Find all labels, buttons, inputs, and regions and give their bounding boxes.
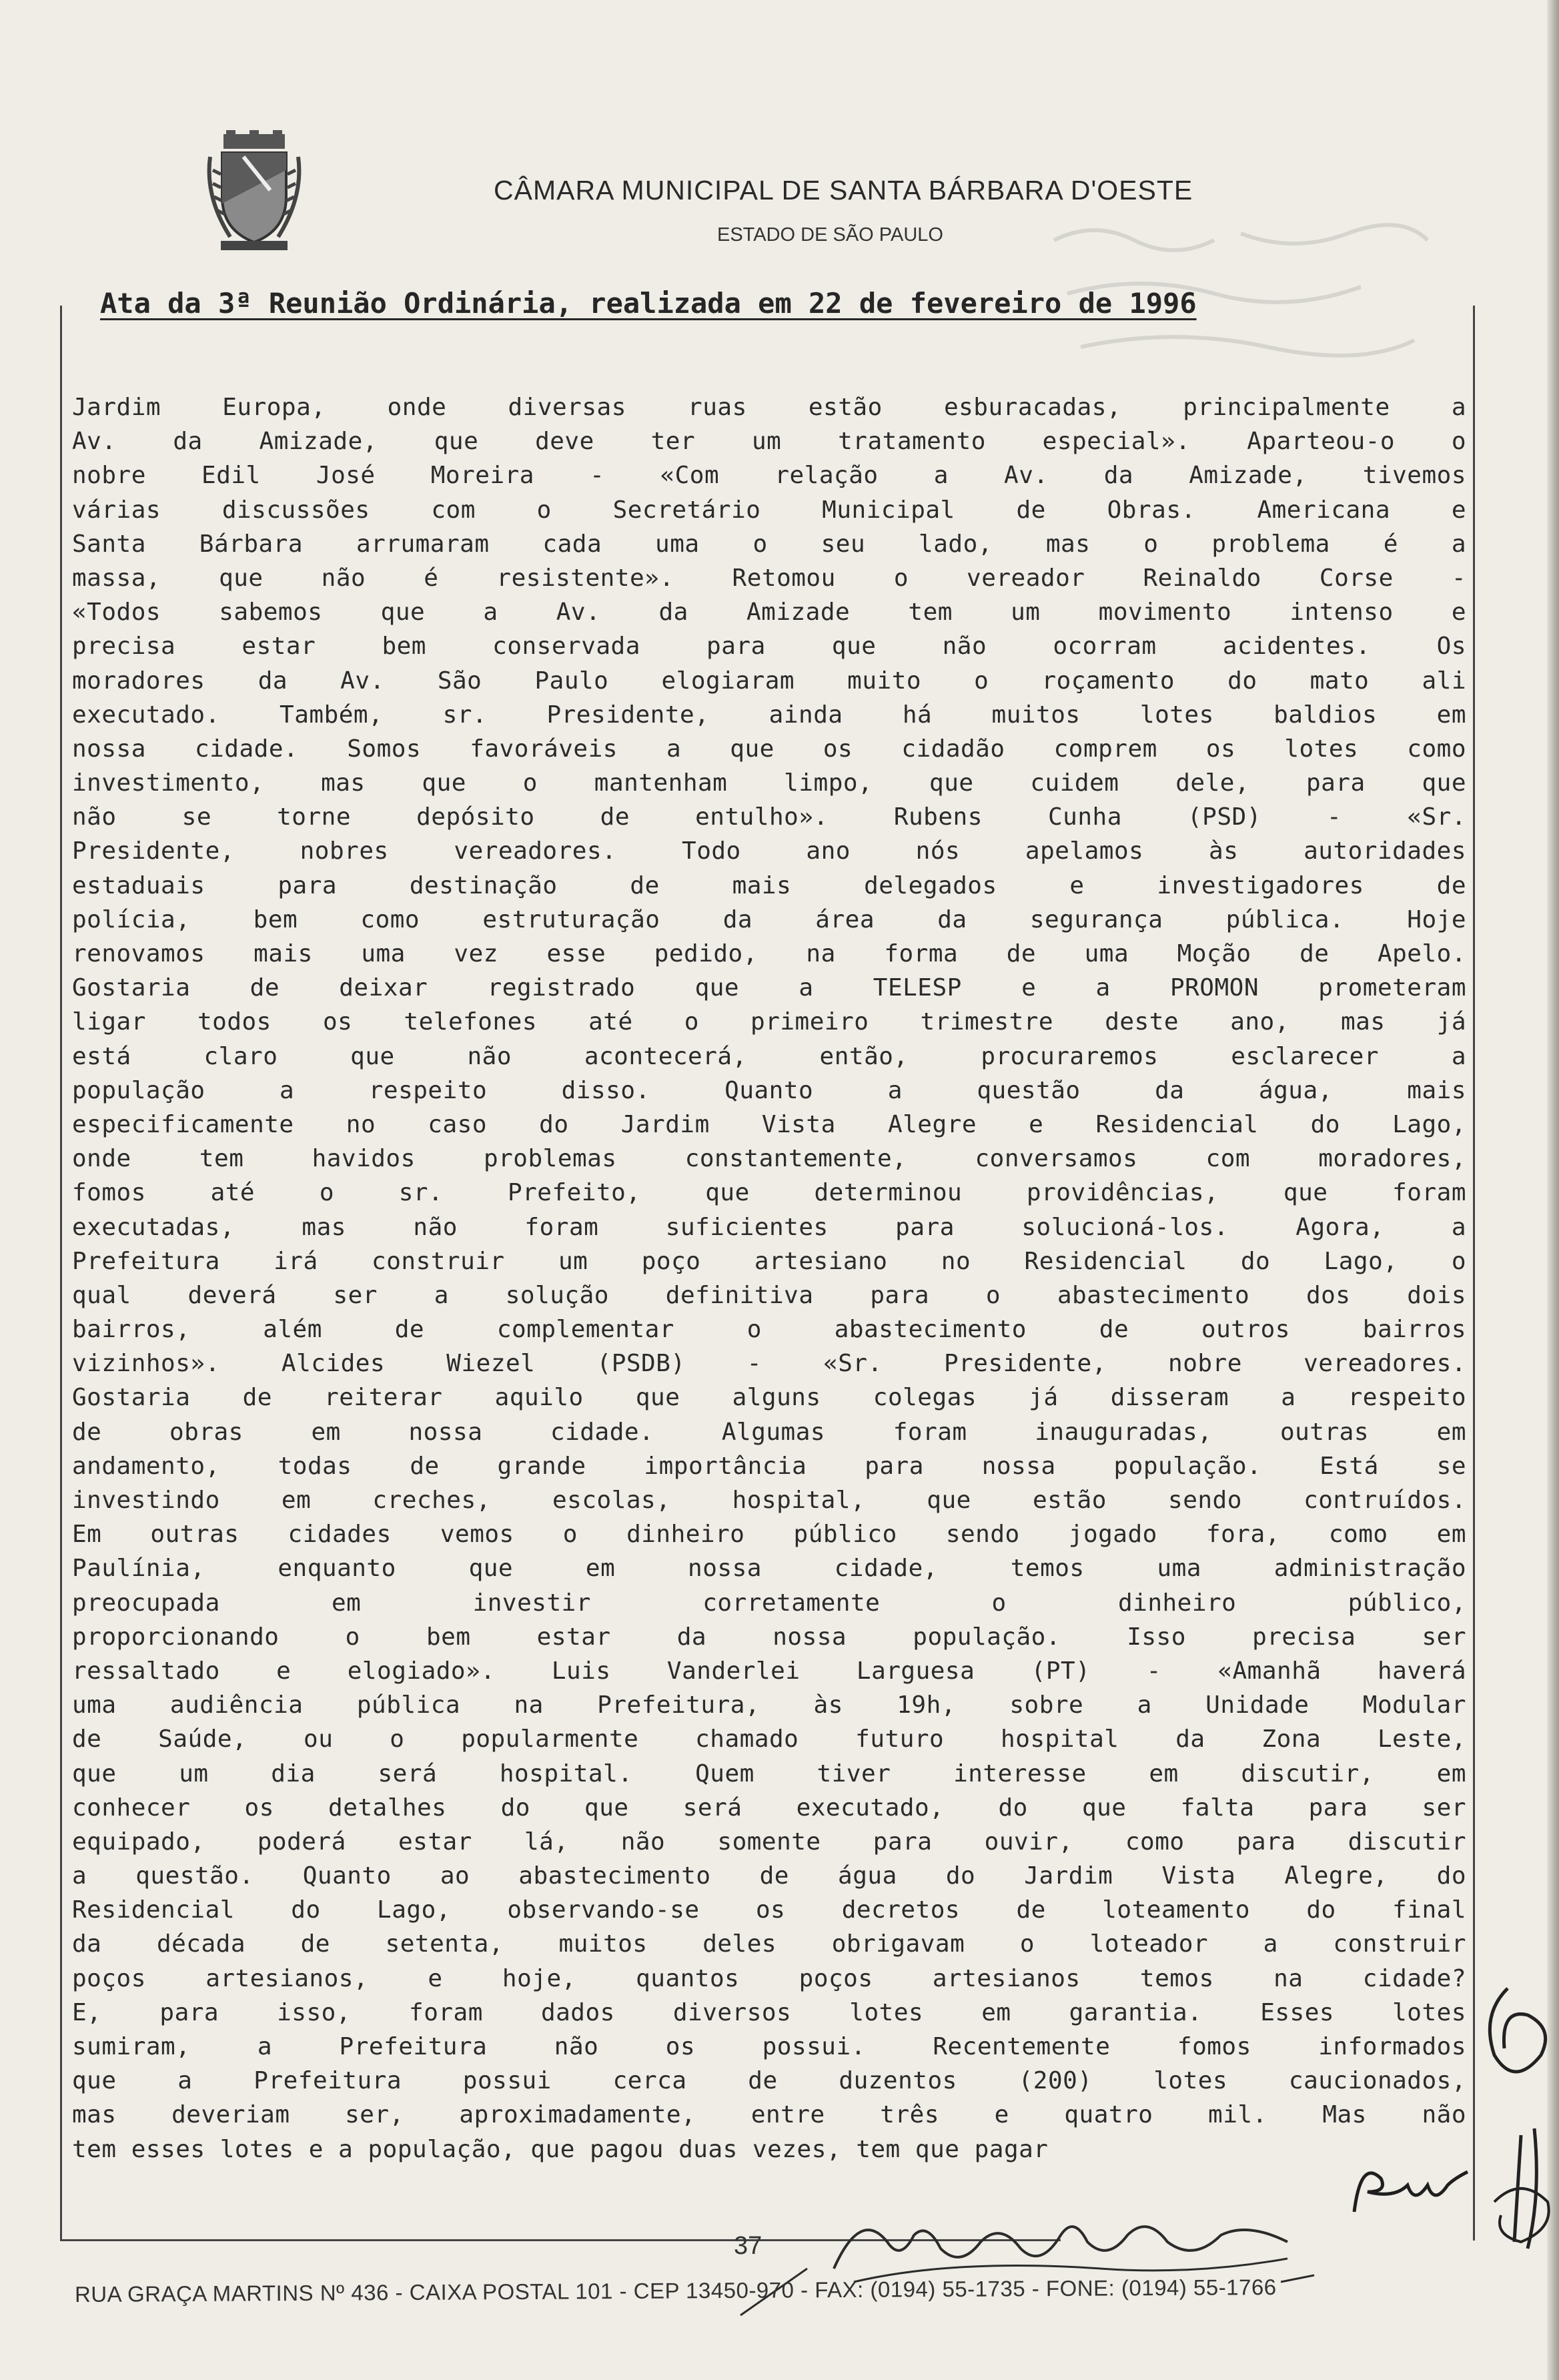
coat-of-arms-icon bbox=[203, 130, 305, 254]
minutes-body bbox=[72, 390, 1466, 2166]
text-line: de Saúde, ou o popularmente chamado futuro hospital da Zona Leste, bbox=[72, 1725, 1466, 1753]
text-line: não se torne depósito de entulho». Rubens Cunha (PSD) - «Sr. bbox=[72, 803, 1466, 831]
institution-name: CÂMARA MUNICIPAL DE SANTA BÁRBARA D'OESTE bbox=[494, 175, 1193, 206]
text-line: qual deverá ser a solução definitiva para o abastecimento dos dois bbox=[72, 1281, 1466, 1309]
text-line: ligar todos os telefones até o primeiro trimestre deste ano, mas já bbox=[72, 1008, 1466, 1036]
text-line: polícia, bem como estruturação da área da segurança pública. Hoje bbox=[72, 905, 1466, 933]
text-line: investindo em creches, escolas, hospital, que estão sendo contruídos. bbox=[72, 1487, 1466, 1514]
text-line: «Todos sabemos que a Av. da Amizade tem um movimento intenso e bbox=[72, 599, 1466, 627]
text-line: mas deveriam ser, aproximadamente, entre três e quatro mil. Mas não bbox=[72, 2101, 1466, 2129]
text-line: tem esses lotes e a população, que pagou duas vezes, tem que pagar bbox=[72, 2135, 1049, 2163]
text-line: Av. da Amizade, que deve ter um tratamento especial». Aparteou-o o bbox=[72, 428, 1466, 456]
text-line: conhecer os detalhes do que será executado, do que falta para ser bbox=[72, 1794, 1466, 1822]
text-line: preocupada em investir corretamente o dinheiro público, bbox=[72, 1589, 1466, 1617]
text-line: Gostaria de deixar registrado que a TELESP e a PROMON prometeram bbox=[72, 974, 1466, 1002]
text-line: população a respeito disso. Quanto a questão da água, mais bbox=[72, 1076, 1466, 1104]
text-line: renovamos mais uma vez esse pedido, na forma de uma Moção de Apelo. bbox=[72, 940, 1466, 967]
text-line: Residencial do Lago, observando-se os decretos de loteamento do final bbox=[72, 1896, 1466, 1924]
text-line: bairros, além de complementar o abastecimento de outros bairros bbox=[72, 1316, 1466, 1344]
text-line: andamento, todas de grande importância para nossa população. Está se bbox=[72, 1452, 1466, 1480]
footer-address: RUA GRAÇA MARTINS Nº 436 - CAIXA POSTAL 101 - CEP 13450-970 - FAX: (0194) 55-1735 - FONE: (0194) 55-1766 bbox=[74, 2274, 1277, 2307]
text-line: ressaltado e elogiado». Luis Vanderlei Larguesa (PT) - «Amanhã haverá bbox=[72, 1657, 1466, 1685]
text-line: E, para isso, foram dados diversos lotes em garantia. Esses lotes bbox=[72, 1998, 1466, 2026]
text-line: vizinhos». Alcides Wiezel (PSDB) - «Sr. Presidente, nobre vereadores. bbox=[72, 1350, 1466, 1378]
text-line: poços artesianos, e hoje, quantos poços artesianos temos na cidade? bbox=[72, 1964, 1466, 1992]
text-line: investimento, mas que o mantenham limpo, que cuidem dele, para que bbox=[72, 769, 1466, 797]
text-line: executado. Também, sr. Presidente, ainda há muitos lotes baldios em bbox=[72, 701, 1466, 729]
initials-mark bbox=[1341, 2152, 1474, 2225]
text-line: executadas, mas não foram suficientes para solucioná-los. Agora, a bbox=[72, 1213, 1466, 1241]
margin-initials-mark bbox=[1468, 1975, 1559, 2255]
text-line: a questão. Quanto ao abastecimento de água do Jardim Vista Alegre, do bbox=[72, 1862, 1466, 1890]
text-line: estaduais para destinação de mais delegados e investigadores de bbox=[72, 871, 1466, 899]
text-line: fomos até o sr. Prefeito, que determinou providências, que foram bbox=[72, 1179, 1466, 1207]
text-line: Jardim Europa, onde diversas ruas estão esburacadas, principalmente a bbox=[72, 394, 1466, 421]
text-line: da década de setenta, muitos deles obrigavam o loteador a construir bbox=[72, 1930, 1466, 1958]
text-line: várias discussões com o Secretário Municipal de Obras. Americana e bbox=[72, 496, 1466, 524]
text-line: equipado, poderá estar lá, não somente para ouvir, como para discutir bbox=[72, 1828, 1466, 1856]
text-line: que a Prefeitura possui cerca de duzentos (200) lotes caucionados, bbox=[72, 2067, 1466, 2095]
text-line: Gostaria de reiterar aquilo que alguns colegas já disseram a respeito bbox=[72, 1384, 1466, 1412]
text-line: proporcionando o bem estar da nossa população. Isso precisa ser bbox=[72, 1623, 1466, 1651]
text-line: especificamente no caso do Jardim Vista Alegre e Residencial do Lago, bbox=[72, 1110, 1466, 1138]
text-line: que um dia será hospital. Quem tiver interesse em discutir, em bbox=[72, 1759, 1466, 1788]
text-line: massa, que não é resistente». Retomou o vereador Reinaldo Corse - bbox=[72, 564, 1466, 592]
text-line: Paulínia, enquanto que em nossa cidade, temos uma administração bbox=[72, 1555, 1466, 1583]
text-line: Prefeitura irá construir um poço artesiano no Residencial do Lago, o bbox=[72, 1247, 1466, 1275]
margin-rule-right bbox=[1473, 306, 1475, 2241]
text-line: moradores da Av. São Paulo elogiaram muito o roçamento do mato ali bbox=[72, 667, 1466, 695]
text-line: sumiram, a Prefeitura não os possui. Recentemente fomos informados bbox=[72, 2033, 1466, 2060]
text-line: uma audiência pública na Prefeitura, às 19h, sobre a Unidade Modular bbox=[72, 1691, 1466, 1719]
text-line: nobre Edil José Moreira - «Com relação a Av. da Amizade, tivemos bbox=[72, 462, 1466, 490]
text-line: de obras em nossa cidade. Algumas foram inauguradas, outras em bbox=[72, 1418, 1466, 1446]
text-line: onde tem havidos problemas constantemente, conversamos com moradores, bbox=[72, 1145, 1466, 1173]
state-name: ESTADO DE SÃO PAULO bbox=[717, 224, 943, 246]
minutes-title: Ata da 3ª Reunião Ordinária, realizada em 22 de fevereiro de 1996 bbox=[100, 287, 1197, 320]
text-line: Santa Bárbara arrumaram cada uma o seu lado, mas o problema é a bbox=[72, 530, 1466, 558]
text-line: precisa estar bem conservada para que não ocorram acidentes. Os bbox=[72, 633, 1466, 661]
text-line: está claro que não acontecerá, então, procuraremos esclarecer a bbox=[72, 1042, 1466, 1070]
margin-rule-left bbox=[60, 306, 62, 2241]
page-number: 37 bbox=[734, 2232, 762, 2260]
text-line: Em outras cidades vemos o dinheiro público sendo jogado fora, como em bbox=[72, 1521, 1466, 1549]
text-line: nossa cidade. Somos favoráveis a que os cidadão comprem os lotes como bbox=[72, 735, 1466, 763]
text-line: Presidente, nobres vereadores. Todo ano nós apelamos às autoridades bbox=[72, 837, 1466, 865]
